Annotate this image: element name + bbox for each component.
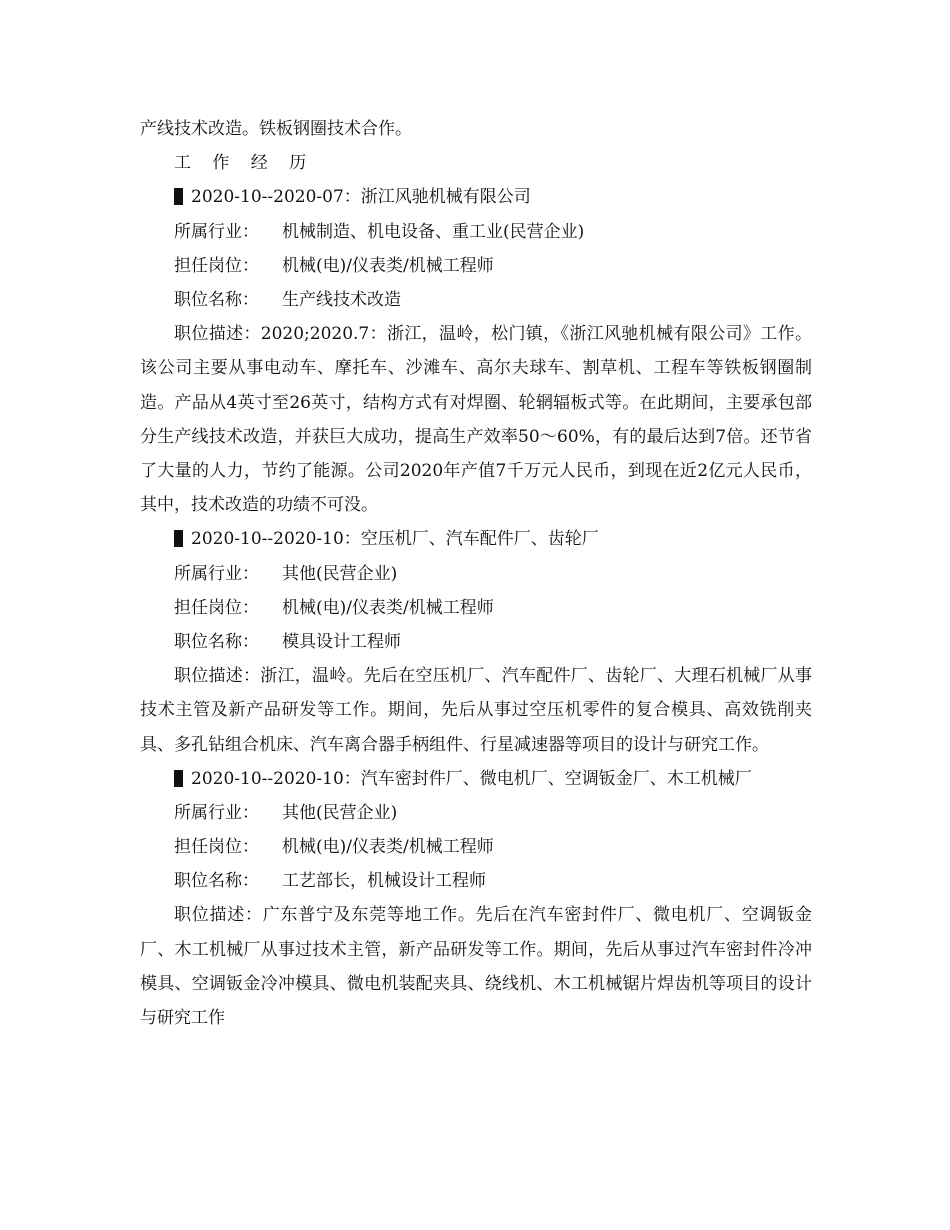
- job-title-text: 2020-10--2020-10：空压机厂、汽车配件厂、齿轮厂: [191, 529, 599, 550]
- industry-label: 所属行业：: [174, 563, 259, 584]
- position-label: 职位名称：: [174, 289, 259, 310]
- job-entry: [140, 762, 812, 1036]
- job-title-text: 2020-10--2020-10：汽车密封件厂、微电机厂、空调钣金厂、木工机械厂: [191, 768, 752, 789]
- job-position: [140, 625, 812, 659]
- job-post: [140, 591, 812, 625]
- bullet-marker-icon: [174, 530, 183, 547]
- intro-fragment: 产线技术改造。铁板钢圈技术合作。: [140, 119, 412, 139]
- job-position: [140, 864, 812, 898]
- document-page: [140, 112, 812, 1035]
- job-industry: [140, 796, 812, 830]
- section-heading: 工 作 经 历: [174, 153, 315, 174]
- job-industry: [140, 557, 812, 591]
- job-description: 职位描述：浙江，温岭。先后在空压机厂、汽车配件厂、齿轮厂、大理石机械厂从事技术主管及新产品研发等工作。期间，先后从事过空压机零件的复合模具、高效铣削夹具、多孔钻组合机床、汽车离合器手柄组件、行星减速器等项目的设计与研究工作。: [140, 666, 812, 755]
- job-title: [140, 180, 812, 214]
- position-label: 职位名称：: [174, 871, 259, 892]
- post-label: 担任岗位：: [174, 255, 259, 276]
- post-label: 担任岗位：: [174, 837, 259, 858]
- position-value: 模具设计工程师: [282, 631, 401, 652]
- job-title: [140, 762, 812, 796]
- bullet-marker-icon: [174, 188, 183, 205]
- job-post: [140, 249, 812, 283]
- job-post: [140, 830, 812, 864]
- job-entry: [140, 180, 812, 522]
- job-description: 职位描述：广东普宁及东莞等地工作。先后在汽车密封件厂、微电机厂、空调钣金厂、木工机械厂从事过技术主管，新产品研发等工作。期间，先后从事过汽车密封件冷冲模具、空调钣金冷冲模具、微电机装配夹具、绕线机、木工机械锯片焊齿机等项目的设计与研究工作: [140, 905, 812, 1029]
- post-value: 机械(电)/仪表类/机械工程师: [282, 837, 494, 858]
- job-position: [140, 283, 812, 317]
- position-value: 生产线技术改造: [282, 289, 401, 310]
- post-label: 担任岗位：: [174, 597, 259, 618]
- industry-value: 其他(民营企业): [282, 563, 398, 584]
- industry-label: 所属行业：: [174, 221, 259, 242]
- industry-value: 机械制造、机电设备、重工业(民营企业): [282, 221, 585, 242]
- industry-value: 其他(民营企业): [282, 802, 398, 823]
- job-title-text: 2020-10--2020-07：浙江风驰机械有限公司: [191, 187, 531, 208]
- post-value: 机械(电)/仪表类/机械工程师: [282, 255, 494, 276]
- bullet-marker-icon: [174, 770, 183, 787]
- position-label: 职位名称：: [174, 631, 259, 652]
- job-entry: [140, 522, 812, 761]
- job-title: [140, 522, 812, 556]
- job-industry: [140, 215, 812, 249]
- post-value: 机械(电)/仪表类/机械工程师: [282, 597, 494, 618]
- industry-label: 所属行业：: [174, 802, 259, 823]
- job-description: 职位描述：2020;2020.7：浙江，温岭，松门镇，《浙江风驰机械有限公司》工作。该公司主要从事电动车、摩托车、沙滩车、高尔夫球车、割草机、工程车等铁板钢圈制造。产品从4英寸至26英寸，结构方式有对焊圈、轮辋辐板式等。在此期间，主要承包部分生产线技术改造，并获巨大成功，提高生产效率50～60%，有的最后达到7倍。还节省了大量的人力，节约了能源。公司2020年产值7千万元人民币，到现在近2亿元人民币，其中，技术改造的功绩不可没。: [140, 324, 812, 516]
- position-value: 工艺部长，机械设计工程师: [282, 871, 486, 892]
